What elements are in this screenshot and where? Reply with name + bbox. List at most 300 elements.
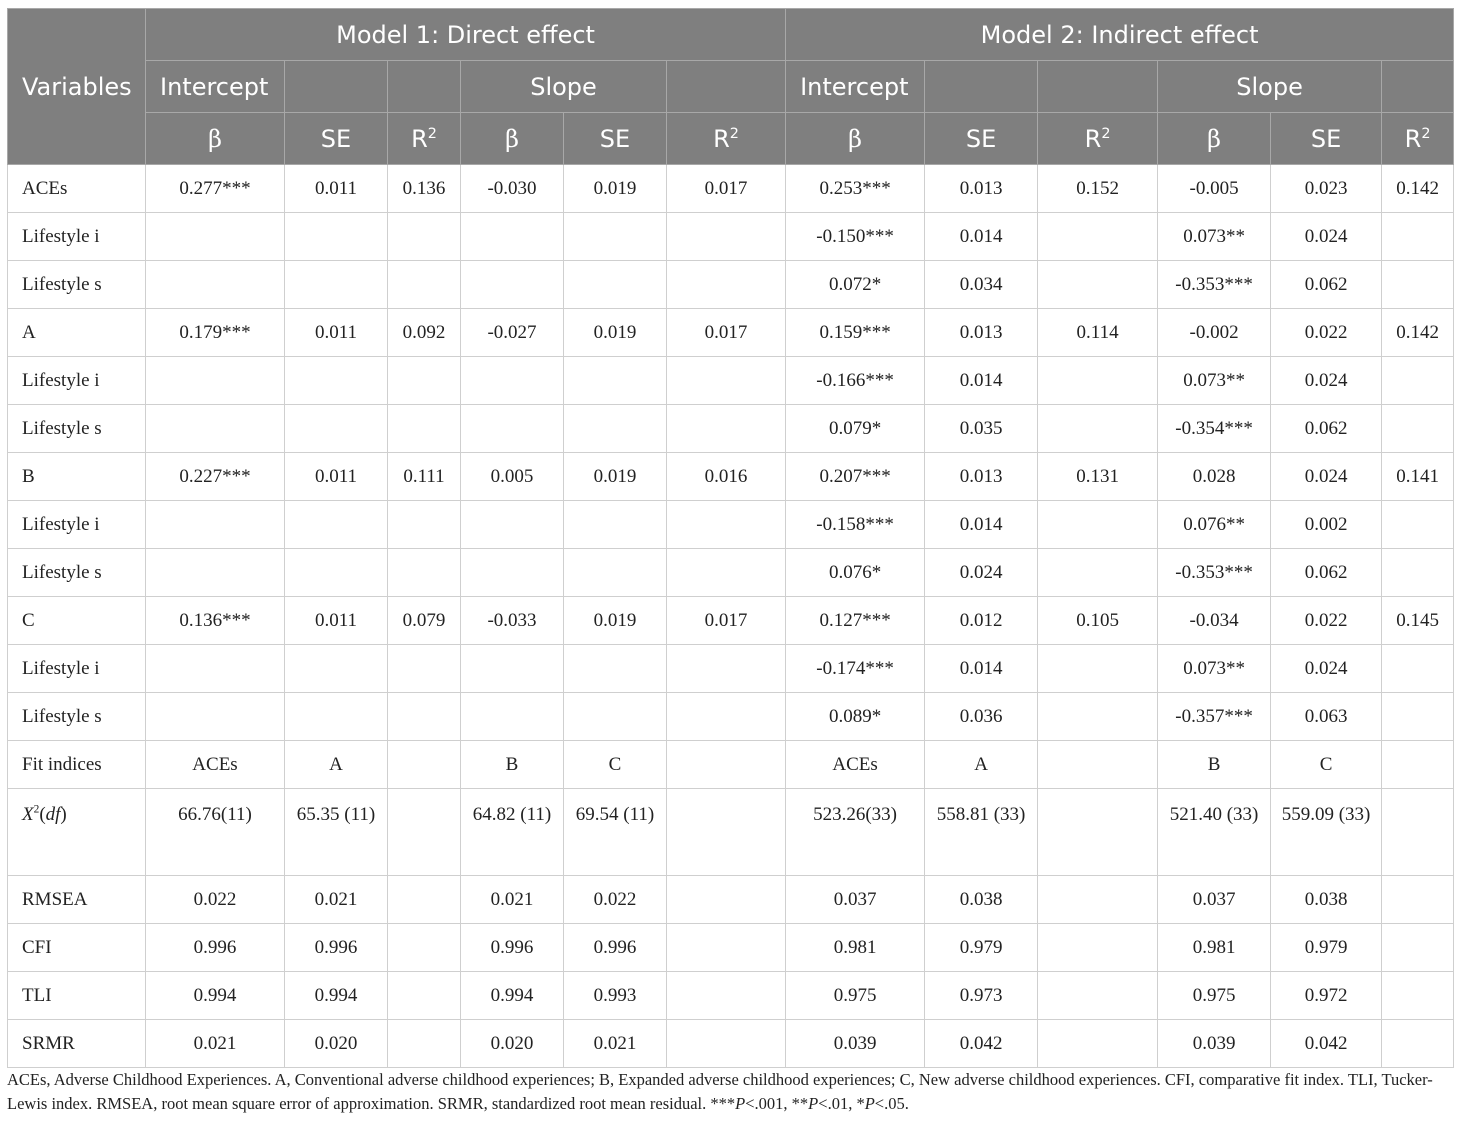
footnote-line2: index. TLI, Tucker-Lewis index. RMSEA, root mean square error of approximation. SRMR, standardized root mean residual. ***: [7, 1070, 1433, 1113]
table-cell: [146, 645, 285, 693]
r2-header: [388, 113, 461, 165]
r2-sup: 2: [1421, 125, 1431, 142]
m2-slope-header: Slope: [1158, 61, 1382, 113]
table-cell: 0.073**: [1158, 213, 1271, 261]
chi-square-sup: 2: [33, 803, 40, 816]
table-cell: [1038, 549, 1158, 597]
table-cell: [667, 357, 786, 405]
table-cell: 66.76(11): [146, 789, 285, 876]
table-cell: [667, 645, 786, 693]
table-cell: 0.024: [1271, 213, 1382, 261]
table-cell: 0.979: [1271, 924, 1382, 972]
table-cell: 0.127***: [786, 597, 925, 645]
table-cell: [285, 693, 388, 741]
table-cell: [667, 693, 786, 741]
table-cell: 0.017: [667, 597, 786, 645]
table-cell: [1382, 789, 1454, 876]
table-cell: 0.114: [1038, 309, 1158, 357]
row-label: RMSEA: [8, 876, 146, 924]
se-header: SE: [285, 113, 388, 165]
table-cell: [388, 972, 461, 1020]
footnote-t2: <.01, *: [818, 1094, 865, 1113]
table-cell: [285, 357, 388, 405]
row-label: Lifestyle s: [8, 405, 146, 453]
row-label: Lifestyle s: [8, 549, 146, 597]
table-cell: [667, 924, 786, 972]
table-cell: [1038, 972, 1158, 1020]
table-cell: [146, 405, 285, 453]
table-cell: 0.014: [925, 357, 1038, 405]
table-cell: 0.019: [564, 309, 667, 357]
table-cell: 0.014: [925, 213, 1038, 261]
se-header: SE: [564, 113, 667, 165]
table-cell: 0.024: [1271, 645, 1382, 693]
table-cell: [461, 549, 564, 597]
table-cell: 0.021: [285, 876, 388, 924]
footnote-line1: ACEs, Adverse Childhood Experiences. A, Conventional adverse childhood experiences; B, Expanded adverse childhood experiences; C, New adverse childhood experiences. CFI, comparative fit: [7, 1070, 1300, 1089]
table-row: [8, 501, 1454, 549]
r2-base: R: [411, 124, 428, 153]
table-cell: 0.011: [285, 597, 388, 645]
row-label: Fit indices: [8, 741, 146, 789]
results-table-container: [7, 8, 1453, 1068]
table-row: [8, 789, 1454, 876]
row-label: Lifestyle s: [8, 693, 146, 741]
table-cell: [461, 693, 564, 741]
table-cell: B: [1158, 741, 1271, 789]
table-cell: -0.002: [1158, 309, 1271, 357]
table-cell: 0.141: [1382, 453, 1454, 501]
table-row: [8, 1020, 1454, 1068]
table-cell: [1382, 357, 1454, 405]
table-cell: -0.150***: [786, 213, 925, 261]
table-cell: [146, 213, 285, 261]
table-body: [8, 165, 1454, 1068]
table-row: [8, 453, 1454, 501]
table-cell: [1038, 876, 1158, 924]
table-cell: 0.996: [285, 924, 388, 972]
table-cell: [564, 261, 667, 309]
table-cell: [388, 1020, 461, 1068]
table-cell: 0.072*: [786, 261, 925, 309]
row-label: A: [8, 309, 146, 357]
table-row: [8, 165, 1454, 213]
table-cell: 0.062: [1271, 261, 1382, 309]
table-cell: [146, 501, 285, 549]
table-cell: 0.036: [925, 693, 1038, 741]
table-cell: 0.145: [1382, 597, 1454, 645]
table-row: [8, 693, 1454, 741]
table-cell: [1382, 972, 1454, 1020]
table-cell: 0.021: [146, 1020, 285, 1068]
table-cell: [285, 549, 388, 597]
table-cell: 0.092: [388, 309, 461, 357]
footnote-p: P: [735, 1094, 746, 1113]
table-cell: 0.076*: [786, 549, 925, 597]
variables-header: Variables: [8, 9, 146, 165]
table-cell: [388, 789, 461, 876]
row-label: TLI: [8, 972, 146, 1020]
row-label: ACEs: [8, 165, 146, 213]
table-cell: 0.179***: [146, 309, 285, 357]
table-cell: 0.002: [1271, 501, 1382, 549]
table-cell: 0.012: [925, 597, 1038, 645]
table-cell: ACEs: [786, 741, 925, 789]
header-blank: [388, 61, 461, 113]
table-cell: 0.042: [1271, 1020, 1382, 1068]
table-row: [8, 597, 1454, 645]
table-cell: 0.062: [1271, 549, 1382, 597]
table-cell: [667, 501, 786, 549]
table-cell: -0.034: [1158, 597, 1271, 645]
table-cell: [461, 501, 564, 549]
table-cell: [564, 357, 667, 405]
table-cell: 0.024: [1271, 357, 1382, 405]
table-cell: -0.033: [461, 597, 564, 645]
table-cell: [461, 405, 564, 453]
beta-symbol: β: [848, 124, 862, 153]
table-cell: 65.35 (11): [285, 789, 388, 876]
table-cell: ACEs: [146, 741, 285, 789]
table-cell: [1038, 405, 1158, 453]
r2-sup: 2: [1101, 125, 1111, 142]
table-row: [8, 309, 1454, 357]
table-cell: [1038, 924, 1158, 972]
table-cell: 559.09 (33): [1271, 789, 1382, 876]
table-cell: 0.019: [564, 597, 667, 645]
table-cell: 64.82 (11): [461, 789, 564, 876]
table-cell: 0.011: [285, 309, 388, 357]
footnote-p: P: [808, 1094, 819, 1113]
table-cell: 0.022: [564, 876, 667, 924]
table-row: [8, 972, 1454, 1020]
table-cell: 0.996: [461, 924, 564, 972]
table-cell: [1038, 693, 1158, 741]
row-label: [8, 789, 146, 876]
table-cell: 0.076**: [1158, 501, 1271, 549]
table-cell: 0.079*: [786, 405, 925, 453]
table-cell: [667, 405, 786, 453]
table-cell: [461, 357, 564, 405]
header-blank: [285, 61, 388, 113]
table-cell: -0.357***: [1158, 693, 1271, 741]
table-cell: [388, 645, 461, 693]
r2-header: [667, 113, 786, 165]
table-cell: [1382, 213, 1454, 261]
table-cell: [667, 261, 786, 309]
table-cell: [461, 213, 564, 261]
table-row: [8, 261, 1454, 309]
table-cell: 0.021: [564, 1020, 667, 1068]
table-cell: -0.354***: [1158, 405, 1271, 453]
table-cell: 0.014: [925, 645, 1038, 693]
r2-header: [1038, 113, 1158, 165]
table-cell: 0.014: [925, 501, 1038, 549]
r2-header: [1382, 113, 1454, 165]
table-cell: 0.034: [925, 261, 1038, 309]
table-cell: [388, 876, 461, 924]
row-label: Lifestyle i: [8, 501, 146, 549]
table-cell: [146, 261, 285, 309]
header-blank: [925, 61, 1038, 113]
r2-base: R: [1084, 124, 1102, 153]
table-cell: 0.131: [1038, 453, 1158, 501]
table-cell: -0.030: [461, 165, 564, 213]
table-cell: 0.022: [1271, 309, 1382, 357]
table-cell: [564, 693, 667, 741]
table-cell: 0.105: [1038, 597, 1158, 645]
table-cell: 523.26(33): [786, 789, 925, 876]
beta-header: [786, 113, 925, 165]
table-cell: 0.973: [925, 972, 1038, 1020]
table-cell: 0.024: [1271, 453, 1382, 501]
results-table: [7, 8, 1454, 1068]
table-cell: [388, 741, 461, 789]
table-cell: [564, 549, 667, 597]
header-blank: [667, 61, 786, 113]
table-cell: [1382, 405, 1454, 453]
table-cell: [285, 213, 388, 261]
table-cell: 0.979: [925, 924, 1038, 972]
table-cell: 0.011: [285, 165, 388, 213]
r2-sup: 2: [729, 125, 739, 142]
table-cell: 69.54 (11): [564, 789, 667, 876]
stat-header-row: [8, 113, 1454, 165]
beta-header: [461, 113, 564, 165]
table-cell: -0.027: [461, 309, 564, 357]
table-cell: [564, 213, 667, 261]
table-cell: [667, 549, 786, 597]
table-cell: [388, 693, 461, 741]
r2-sup: 2: [427, 125, 437, 142]
footnote-t1: <.001, **: [745, 1094, 809, 1113]
table-cell: 0.019: [564, 165, 667, 213]
table-cell: -0.353***: [1158, 261, 1271, 309]
table-cell: [146, 549, 285, 597]
table-cell: 0.011: [285, 453, 388, 501]
table-cell: [1038, 741, 1158, 789]
table-cell: A: [925, 741, 1038, 789]
row-label: Lifestyle i: [8, 645, 146, 693]
table-cell: 0.142: [1382, 165, 1454, 213]
table-cell: -0.166***: [786, 357, 925, 405]
table-row: [8, 213, 1454, 261]
table-cell: 0.159***: [786, 309, 925, 357]
table-row: [8, 924, 1454, 972]
table-cell: 0.022: [1271, 597, 1382, 645]
table-cell: [285, 501, 388, 549]
table-cell: [1038, 501, 1158, 549]
row-label: Lifestyle i: [8, 357, 146, 405]
row-label: B: [8, 453, 146, 501]
table-cell: 0.972: [1271, 972, 1382, 1020]
table-cell: 0.996: [146, 924, 285, 972]
table-cell: [1382, 693, 1454, 741]
table-cell: 0.037: [1158, 876, 1271, 924]
table-cell: 0.037: [786, 876, 925, 924]
table-cell: [667, 213, 786, 261]
table-row: [8, 741, 1454, 789]
table-cell: [285, 645, 388, 693]
beta-symbol: β: [208, 124, 222, 153]
table-cell: 0.207***: [786, 453, 925, 501]
table-cell: [388, 549, 461, 597]
table-cell: 0.039: [786, 1020, 925, 1068]
table-row: [8, 876, 1454, 924]
table-cell: 0.042: [925, 1020, 1038, 1068]
table-cell: 0.021: [461, 876, 564, 924]
footnote-p: P: [864, 1094, 875, 1113]
table-cell: 0.023: [1271, 165, 1382, 213]
table-cell: [1382, 645, 1454, 693]
table-cell: 0.013: [925, 453, 1038, 501]
row-label: Lifestyle i: [8, 213, 146, 261]
table-cell: 0.996: [564, 924, 667, 972]
beta-symbol: β: [505, 124, 519, 153]
table-cell: [146, 357, 285, 405]
table-cell: [1382, 1020, 1454, 1068]
table-cell: 0.016: [667, 453, 786, 501]
table-cell: 558.81 (33): [925, 789, 1038, 876]
row-label: SRMR: [8, 1020, 146, 1068]
table-cell: [388, 261, 461, 309]
table-cell: 0.975: [786, 972, 925, 1020]
model1-header: Model 1: Direct effect: [146, 9, 786, 61]
table-cell: 0.073**: [1158, 645, 1271, 693]
table-cell: 0.024: [925, 549, 1038, 597]
table-cell: [1038, 645, 1158, 693]
table-cell: [667, 972, 786, 1020]
table-cell: 0.017: [667, 309, 786, 357]
table-cell: [667, 789, 786, 876]
table-cell: 0.013: [925, 165, 1038, 213]
table-cell: 0.079: [388, 597, 461, 645]
table-cell: 0.142: [1382, 309, 1454, 357]
table-cell: [1382, 549, 1454, 597]
table-cell: 0.073**: [1158, 357, 1271, 405]
header-blank: [1382, 61, 1454, 113]
table-cell: 0.994: [285, 972, 388, 1020]
table-cell: [461, 261, 564, 309]
table-cell: [1382, 501, 1454, 549]
table-cell: 0.089*: [786, 693, 925, 741]
table-cell: 0.019: [564, 453, 667, 501]
table-cell: [667, 876, 786, 924]
table-cell: 0.039: [1158, 1020, 1271, 1068]
table-cell: 0.022: [146, 876, 285, 924]
table-cell: A: [285, 741, 388, 789]
table-cell: C: [564, 741, 667, 789]
table-cell: 0.005: [461, 453, 564, 501]
table-cell: [146, 693, 285, 741]
table-cell: 0.038: [925, 876, 1038, 924]
se-header: SE: [925, 113, 1038, 165]
table-cell: 0.035: [925, 405, 1038, 453]
m2-intercept-header: Intercept: [786, 61, 925, 113]
table-cell: [388, 357, 461, 405]
table-cell: 0.975: [1158, 972, 1271, 1020]
beta-header: [146, 113, 285, 165]
table-cell: [1038, 1020, 1158, 1068]
table-cell: 0.136: [388, 165, 461, 213]
table-cell: [1038, 261, 1158, 309]
table-cell: [1382, 876, 1454, 924]
r2-base: R: [713, 124, 730, 153]
table-cell: [1382, 924, 1454, 972]
table-cell: B: [461, 741, 564, 789]
table-cell: 0.136***: [146, 597, 285, 645]
table-cell: 0.152: [1038, 165, 1158, 213]
table-cell: 0.981: [786, 924, 925, 972]
table-cell: 0.020: [285, 1020, 388, 1068]
table-cell: [285, 261, 388, 309]
table-header: [8, 9, 1454, 165]
table-cell: [1382, 261, 1454, 309]
beta-symbol: β: [1207, 124, 1221, 153]
table-cell: [388, 405, 461, 453]
table-cell: [667, 741, 786, 789]
table-cell: 0.993: [564, 972, 667, 1020]
table-row: [8, 405, 1454, 453]
table-cell: [388, 213, 461, 261]
table-cell: 0.017: [667, 165, 786, 213]
row-label: C: [8, 597, 146, 645]
row-label: CFI: [8, 924, 146, 972]
m1-slope-header: Slope: [461, 61, 667, 113]
table-cell: [564, 645, 667, 693]
table-cell: -0.005: [1158, 165, 1271, 213]
row-label: Lifestyle s: [8, 261, 146, 309]
table-cell: 0.013: [925, 309, 1038, 357]
table-cell: [388, 501, 461, 549]
table-row: [8, 645, 1454, 693]
table-cell: [1382, 741, 1454, 789]
table-cell: 0.994: [146, 972, 285, 1020]
table-cell: C: [1271, 741, 1382, 789]
table-cell: -0.353***: [1158, 549, 1271, 597]
m1-intercept-header: Intercept: [146, 61, 285, 113]
table-cell: 0.062: [1271, 405, 1382, 453]
table-cell: 0.994: [461, 972, 564, 1020]
table-cell: [667, 1020, 786, 1068]
table-cell: 0.038: [1271, 876, 1382, 924]
table-cell: [388, 924, 461, 972]
footnote-t3: <.05.: [874, 1094, 909, 1113]
table-row: [8, 549, 1454, 597]
beta-header: [1158, 113, 1271, 165]
r2-base: R: [1404, 124, 1422, 153]
se-header: SE: [1271, 113, 1382, 165]
table-cell: -0.158***: [786, 501, 925, 549]
table-cell: 0.063: [1271, 693, 1382, 741]
table-cell: [564, 405, 667, 453]
table-cell: 0.981: [1158, 924, 1271, 972]
table-row: [8, 357, 1454, 405]
table-cell: [1038, 213, 1158, 261]
chi-square-x: X: [22, 804, 34, 825]
table-cell: [1038, 357, 1158, 405]
table-cell: 0.277***: [146, 165, 285, 213]
model2-header: Model 2: Indirect effect: [786, 9, 1454, 61]
table-cell: 0.020: [461, 1020, 564, 1068]
table-cell: -0.174***: [786, 645, 925, 693]
table-cell: [1038, 789, 1158, 876]
table-footnote: [7, 1068, 1453, 1116]
table-cell: [285, 405, 388, 453]
table-cell: [564, 501, 667, 549]
table-cell: 0.227***: [146, 453, 285, 501]
table-cell: 521.40 (33): [1158, 789, 1271, 876]
